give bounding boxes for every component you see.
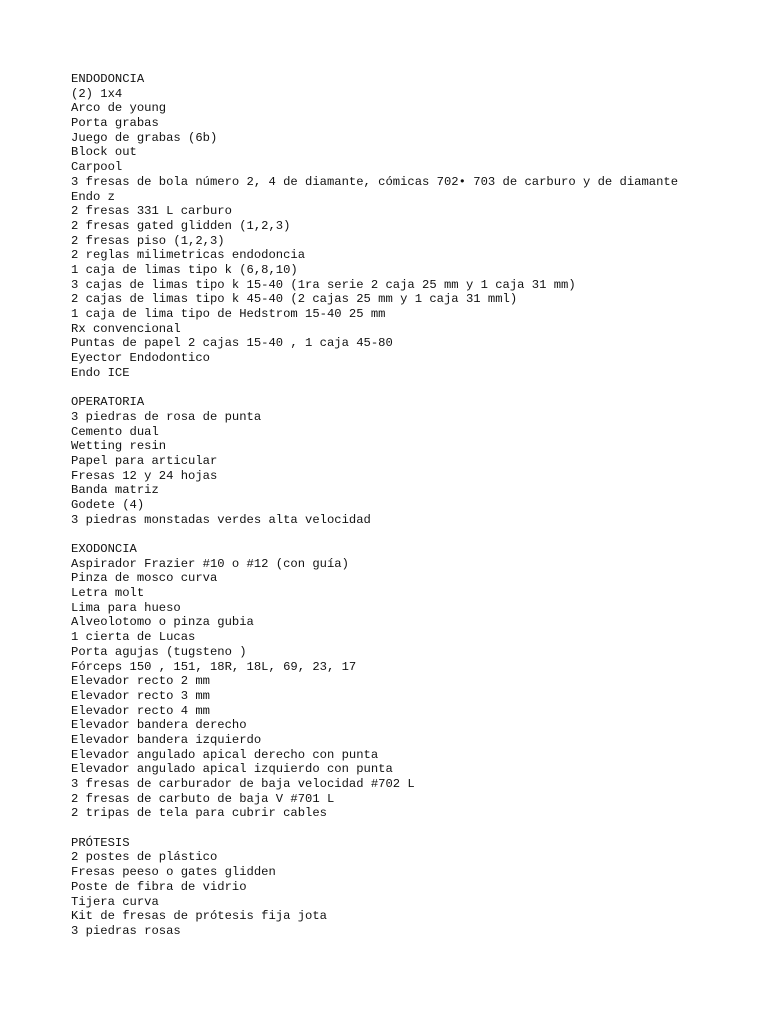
list-item: Alveolotomo o pinza gubia — [71, 615, 254, 630]
list-item: Tijera curva — [71, 894, 159, 909]
list-item: Kit de fresas de prótesis fija jota — [71, 909, 327, 924]
list-item: Cemento dual — [71, 424, 159, 439]
list-item: Juego de grabas (6b) — [71, 130, 218, 145]
list-item: Elevador bandera derecho — [71, 718, 247, 733]
list-item: Elevador bandera izquierdo — [71, 732, 262, 747]
section-heading: PRÓTESIS — [71, 835, 130, 850]
list-item: Porta grabas — [71, 116, 159, 131]
list-item: Elevador recto 4 mm — [71, 703, 210, 718]
section-operatoria — [71, 395, 761, 527]
section-heading: OPERATORIA — [71, 395, 145, 410]
section-protesis — [71, 836, 761, 939]
list-item: Fresas 12 y 24 hojas — [71, 468, 218, 483]
list-item: Poste de fibra de vidrio — [71, 879, 247, 894]
section-heading: EXODONCIA — [71, 542, 137, 556]
list-item: Carpool — [71, 160, 123, 175]
list-item: 2 postes de plástico — [71, 850, 218, 865]
list-item: 2 reglas milimetricas endodoncia — [71, 248, 306, 263]
list-item: 2 fresas 331 L carburo — [71, 204, 232, 219]
list-item: Aspirador Frazier #10 o #12 (con guía) — [71, 556, 349, 571]
list-item: Godete (4) — [71, 497, 145, 512]
list-item: 3 fresas de carburador de baja velocidad #702 L — [71, 777, 415, 791]
section-exodoncia — [71, 542, 761, 821]
list-item: Block out — [71, 145, 137, 160]
list-item: Pinza de mosco curva — [71, 571, 218, 586]
list-item: Wetting resin — [71, 439, 167, 454]
list-item: 1 caja de limas tipo k (6,8,10) — [71, 262, 298, 277]
list-item: 2 tripas de tela para cubrir cables — [71, 806, 327, 821]
list-item: Papel para articular — [71, 453, 218, 468]
list-item: Lima para hueso — [71, 600, 181, 615]
list-item: 3 cajas de limas tipo k 15-40 (1ra serie 2 caja 25 mm y 1 caja 31 mm) — [71, 277, 576, 292]
list-item: Endo z — [71, 189, 115, 204]
list-item: 1 cierta de Lucas — [71, 630, 196, 645]
list-item: Elevador recto 3 mm — [71, 688, 210, 703]
list-item: Puntas de papel 2 cajas 15-40 , 1 caja 45-80 — [71, 336, 393, 351]
list-item: Rx convencional — [71, 321, 181, 336]
list-item: 2 fresas piso (1,2,3) — [71, 233, 225, 248]
list-item: 2 fresas de carbuto de baja V #701 L — [71, 791, 335, 806]
list-item: 1 caja de lima tipo de Hedstrom 15-40 25 mm — [71, 307, 386, 321]
list-item: 3 piedras monstadas verdes alta velocidad — [71, 512, 371, 527]
list-item: 2 fresas gated glidden (1,2,3) — [71, 218, 291, 233]
list-item: Letra molt — [71, 586, 145, 601]
list-item: 2 cajas de limas tipo k 45-40 (2 cajas 25 mm y 1 caja 31 mml) — [71, 292, 518, 307]
document-page — [71, 72, 761, 953]
list-item: Arco de young — [71, 101, 167, 116]
list-item: 3 fresas de bola número 2, 4 de diamante, cómicas 702• 703 de carburo y de diamante — [71, 174, 679, 189]
list-item: Elevador angulado apical izquierdo con punta — [71, 762, 393, 777]
list-item: 3 piedras rosas — [71, 923, 181, 938]
list-item: Endo ICE — [71, 365, 130, 380]
list-item: Banda matriz — [71, 483, 159, 498]
list-item: Elevador angulado apical derecho con punta — [71, 747, 379, 762]
list-item: (2) 1x4 — [71, 86, 123, 101]
section-endodoncia — [71, 72, 761, 380]
list-item: Elevador recto 2 mm — [71, 674, 210, 689]
list-item: Porta agujas (tugsteno ) — [71, 644, 247, 659]
list-item: Fresas peeso o gates glidden — [71, 865, 276, 880]
list-item: Fórceps 150 , 151, 18R, 18L, 69, 23, 17 — [71, 659, 357, 674]
list-item: Eyector Endodontico — [71, 351, 210, 366]
list-item: 3 piedras de rosa de punta — [71, 409, 262, 424]
section-heading: ENDODONCIA — [71, 72, 145, 86]
